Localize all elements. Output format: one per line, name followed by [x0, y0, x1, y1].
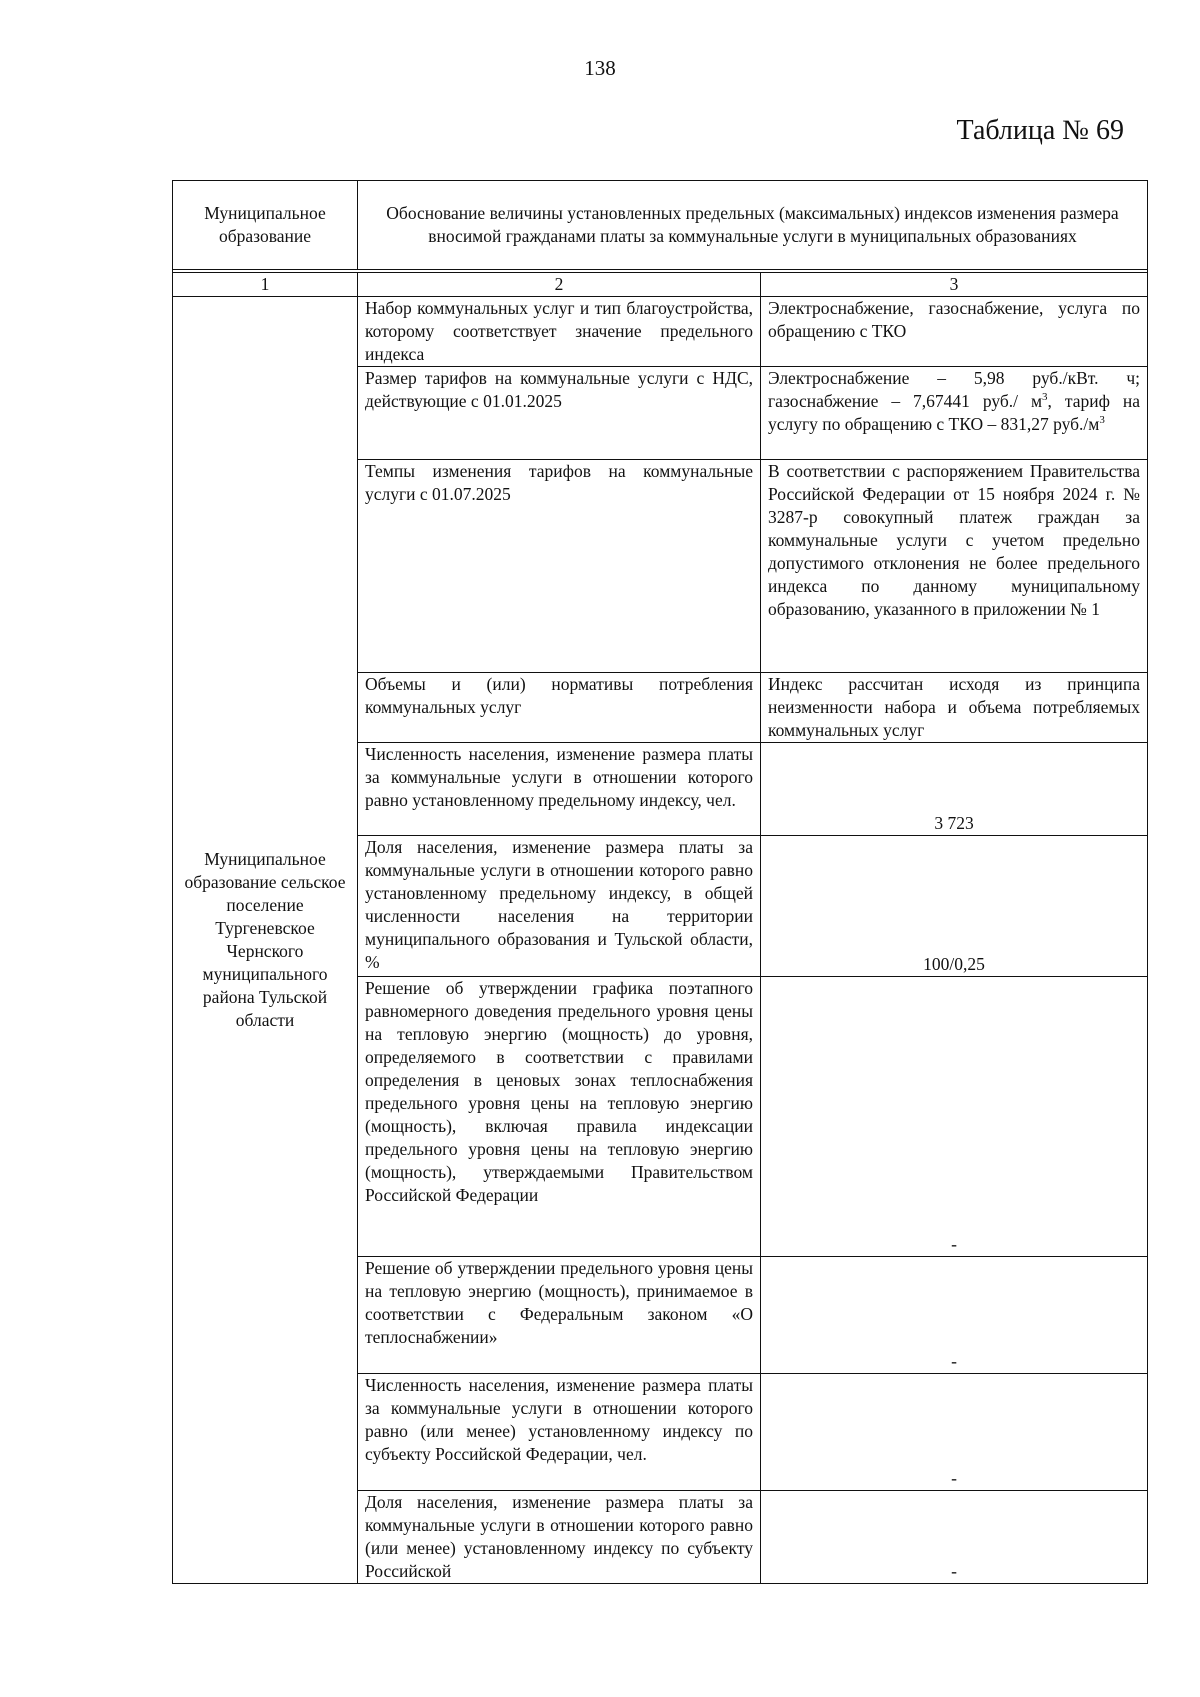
- value-cell: -: [761, 1257, 1148, 1374]
- page-number: 138: [584, 56, 616, 80]
- param-cell: Объемы и (или) нормативы потребления коммунальных услуг: [358, 673, 761, 743]
- param-cell: Доля населения, изменение размера платы за коммунальные услуги в отношении которого равно (или менее) установленному индексу по субъекту Российской: [358, 1491, 761, 1584]
- value-cell: [761, 367, 1148, 460]
- param-cell: Численность населения, изменение размера платы за коммунальные услуги в отношении которого равно установленному предельному индексу, чел.: [358, 743, 761, 836]
- param-cell: Численность населения, изменение размера платы за коммунальные услуги в отношении которого равно (или менее) установленному индексу по субъекту Российской Федерации, чел.: [358, 1374, 761, 1491]
- param-cell: Размер тарифов на коммунальные услуги с НДС, действующие с 01.01.2025: [358, 367, 761, 460]
- value-cell: Электроснабжение, газоснабжение, услуга по обращению с ТКО: [761, 297, 1148, 367]
- header-justification: Обоснование величины установленных предельных (максимальных) индексов изменения размера вносимой гражданами платы за коммунальные услуги в муниципальных образованиях: [358, 181, 1148, 270]
- param-cell: Темпы изменения тарифов на коммунальные услуги с 01.07.2025: [358, 460, 761, 673]
- header-table: [172, 180, 1148, 270]
- superscript: 3: [1042, 391, 1048, 404]
- value-text: Электроснабжение – 5,98 руб./кВт. ч; газоснабжение – 7,67441 руб./ м: [768, 368, 1140, 411]
- header-row: [173, 181, 1148, 270]
- value-cell: -: [761, 977, 1148, 1257]
- municipality-cell: Муниципальное образование сельское поселение Тургеневское Чернского муниципального района Тульской области: [173, 297, 358, 1584]
- value-text: , тариф на услугу по обращению с ТКО – 831,27 руб./м: [768, 391, 1140, 434]
- param-cell: Доля населения, изменение размера платы за коммунальные услуги в отношении которого равно установленному предельному индексу, в общей численности населения на территории муниципального образования и Тульской области, %: [358, 836, 761, 977]
- value-cell: 100/0,25: [761, 836, 1148, 977]
- value-cell: В соответствии с распоряжением Правительства Российской Федерации от 15 ноября 2024 г. № 3287-р совокупный платеж граждан за коммунальные услуги с учетом предельно допустимого отклонения не более предельного индекса по данному муниципальному образованию, указанного в приложении № 1: [761, 460, 1148, 673]
- param-cell: Набор коммунальных услуг и тип благоустройства, которому соответствует значение предельного индекса: [358, 297, 761, 367]
- table-row: [173, 297, 1148, 367]
- header-municipality: Муниципальное образование: [173, 181, 358, 270]
- value-cell: -: [761, 1374, 1148, 1491]
- column-number: 3: [761, 273, 1148, 297]
- value-cell: Индекс рассчитан исходя из принципа неизменности набора и объема потребляемых коммунальных услуг: [761, 673, 1148, 743]
- param-cell: Решение об утверждении графика поэтапного равномерного доведения предельного уровня цены на тепловую энергию (мощность) до уровня, определяемого в соответствии с правилами определения в ценовых зонах теплоснабжения предельного уровня цены на тепловую энергию (мощность), включая правила индексации предельного уровня цены на тепловую энергию (мощность), утверждаемыми Правительством Российской Федерации: [358, 977, 761, 1257]
- superscript: 3: [1099, 414, 1105, 427]
- data-table: [172, 272, 1148, 1584]
- column-number-row: [173, 273, 1148, 297]
- column-number: 1: [173, 273, 358, 297]
- param-cell: Решение об утверждении предельного уровня цены на тепловую энергию (мощность), принимаемое в соответствии с Федеральным законом «О теплоснабжении»: [358, 1257, 761, 1374]
- value-cell: -: [761, 1491, 1148, 1584]
- column-number: 2: [358, 273, 761, 297]
- table-title: Таблица № 69: [956, 115, 1124, 146]
- value-cell: 3 723: [761, 743, 1148, 836]
